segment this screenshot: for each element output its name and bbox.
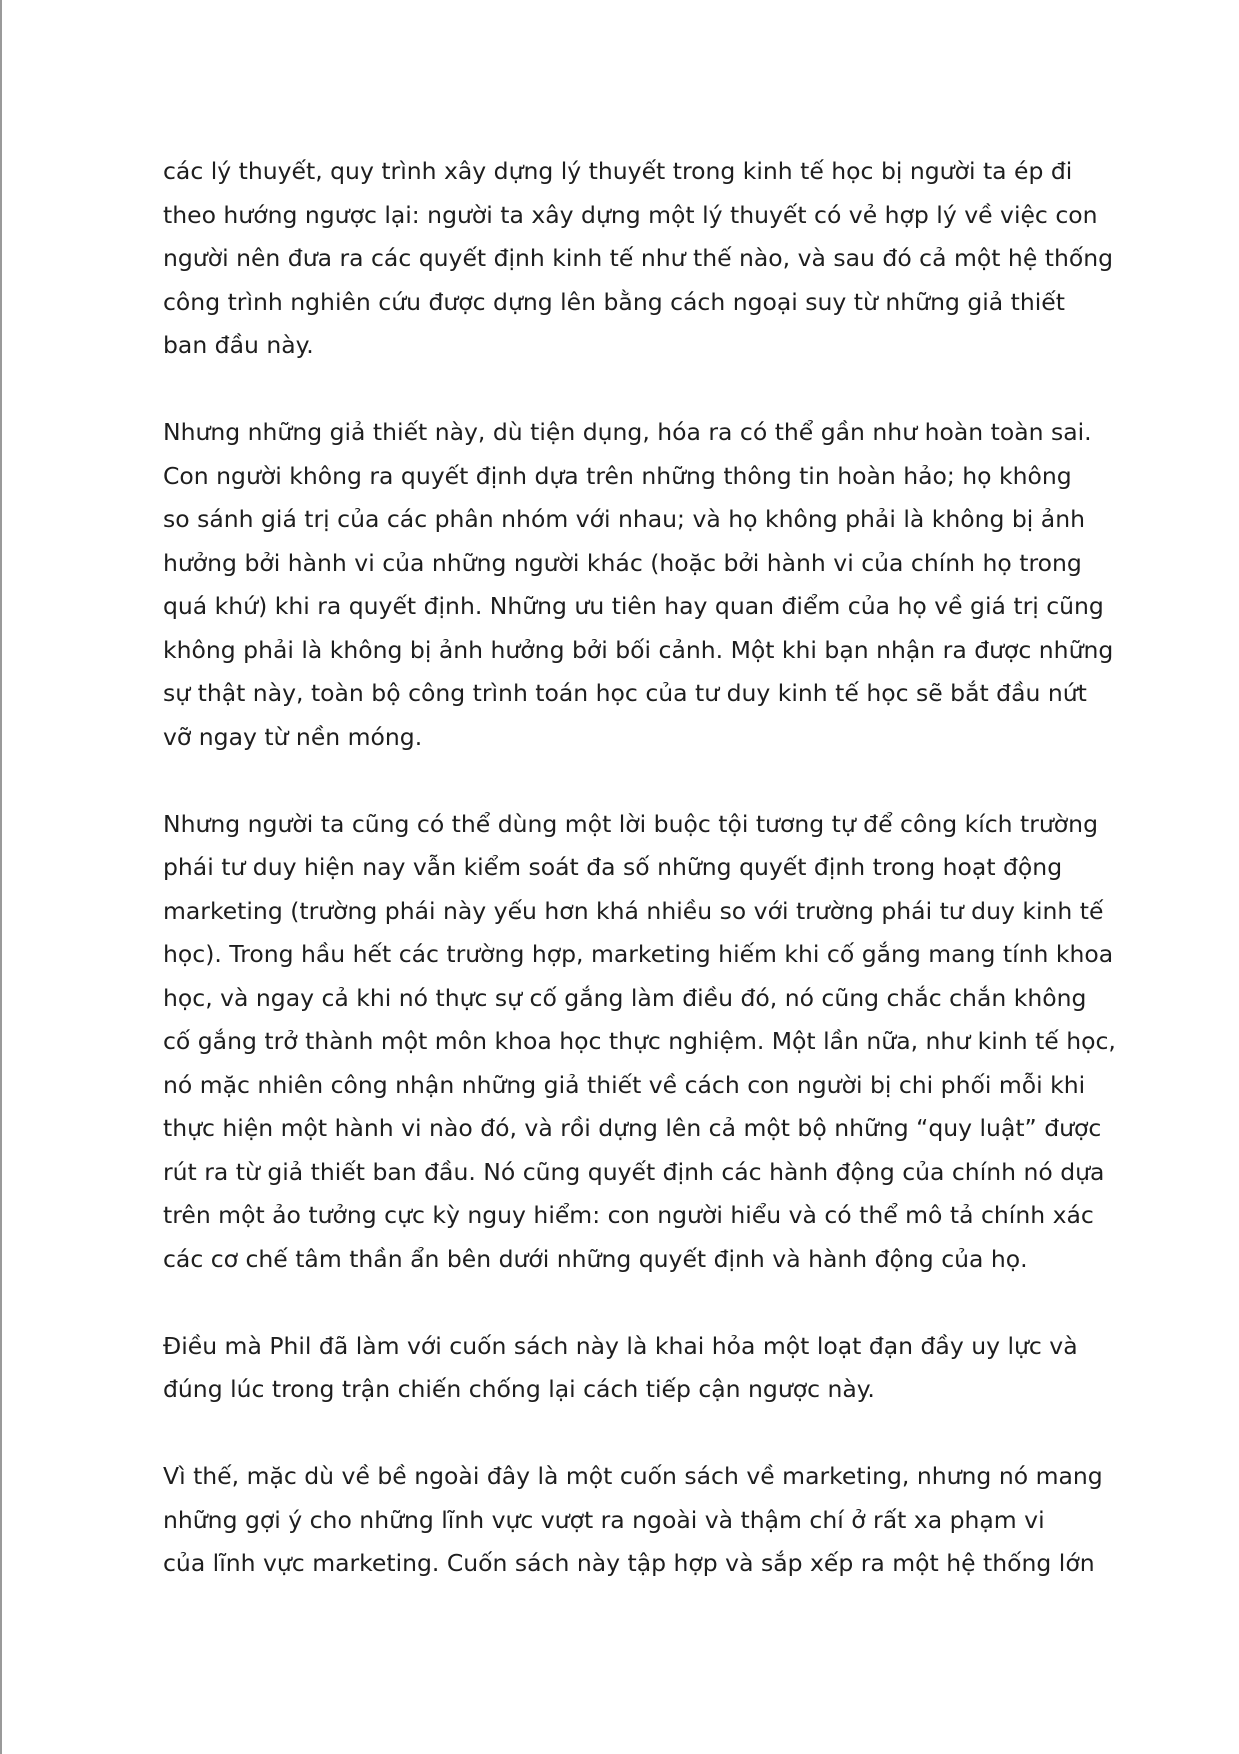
paragraph-1 xyxy=(163,150,1128,368)
text-line: marketing (trường phái này yếu hơn khá nhiều so với trường phái tư duy kinh tế xyxy=(163,896,1104,925)
text-line: Nhưng người ta cũng có thể dùng một lời buộc tội tương tự để công kích trường xyxy=(163,809,1098,838)
paragraph-5 xyxy=(163,1455,1128,1586)
text-line: theo hướng ngược lại: người ta xây dựng một lý thuyết có vẻ hợp lý về việc con xyxy=(163,200,1098,229)
text-line: quá khứ) khi ra quyết định. Những ưu tiên hay quan điểm của họ về giá trị cũng xyxy=(163,592,1104,620)
text-line: hưởng bởi hành vi của những người khác (hoặc bởi hành vi của chính họ trong xyxy=(163,548,1082,577)
page-edge-line xyxy=(0,0,2,1754)
text-line: rút ra từ giả thiết ban đầu. Nó cũng quyết định các hành động của chính nó dựa xyxy=(163,1157,1105,1186)
text-line: đúng lúc trong trận chiến chống lại cách tiếp cận ngược này. xyxy=(163,1375,875,1403)
text-line: công trình nghiên cứu được dựng lên bằng cách ngoại suy từ những giả thiết xyxy=(163,287,1065,316)
text-line: của lĩnh vực marketing. Cuốn sách này tập hợp và sắp xếp ra một hệ thống lớn xyxy=(163,1549,1095,1577)
text-line: không phải là không bị ảnh hưởng bởi bối cảnh. Một khi bạn nhận ra được những xyxy=(163,635,1114,664)
text-line: Con người không ra quyết định dựa trên những thông tin hoàn hảo; họ không xyxy=(163,461,1072,490)
paragraph-gap xyxy=(163,759,1128,803)
paragraph-4 xyxy=(163,1325,1128,1412)
text-line: cố gắng trở thành một môn khoa học thực nghiệm. Một lần nữa, như kinh tế học, xyxy=(163,1027,1116,1055)
text-line: vỡ ngay từ nền móng. xyxy=(163,722,423,751)
body-text xyxy=(163,150,1128,1586)
paragraph-2 xyxy=(163,411,1128,759)
text-line: thực hiện một hành vi nào đó, và rồi dựng lên cả một bộ những “quy luật” được xyxy=(163,1114,1102,1142)
text-line: ban đầu này. xyxy=(163,331,314,359)
paragraph-gap xyxy=(163,1281,1128,1325)
text-line: phái tư duy hiện nay vẫn kiểm soát đa số những quyết định trong hoạt động xyxy=(163,853,1063,881)
paragraph-gap xyxy=(163,1412,1128,1456)
text-line: Vì thế, mặc dù về bề ngoài đây là một cuốn sách về marketing, nhưng nó mang xyxy=(163,1462,1103,1490)
text-line: các cơ chế tâm thần ẩn bên dưới những quyết định và hành động của họ. xyxy=(163,1244,1028,1273)
text-line: sự thật này, toàn bộ công trình toán học của tư duy kinh tế học sẽ bắt đầu nứt xyxy=(163,679,1087,707)
text-line: nó mặc nhiên công nhận những giả thiết về cách con người bị chi phối mỗi khi xyxy=(163,1070,1086,1099)
paragraph-gap xyxy=(163,368,1128,412)
text-line: các lý thuyết, quy trình xây dựng lý thuyết trong kinh tế học bị người ta ép đi xyxy=(163,157,1073,185)
text-line: trên một ảo tưởng cực kỳ nguy hiểm: con người hiểu và có thể mô tả chính xác xyxy=(163,1201,1094,1229)
text-line: học, và ngay cả khi nó thực sự cố gắng làm điều đó, nó cũng chắc chắn không xyxy=(163,983,1087,1012)
text-line: Điều mà Phil đã làm với cuốn sách này là khai hỏa một loạt đạn đầy uy lực và xyxy=(163,1331,1078,1360)
text-line: Nhưng những giả thiết này, dù tiện dụng, hóa ra có thể gần như hoàn toàn sai. xyxy=(163,418,1092,446)
text-line: những gợi ý cho những lĩnh vực vượt ra ngoài và thậm chí ở rất xa phạm vi xyxy=(163,1505,1045,1534)
paragraph-3 xyxy=(163,803,1128,1282)
text-line: người nên đưa ra các quyết định kinh tế như thế nào, và sau đó cả một hệ thống xyxy=(163,244,1114,272)
text-line: so sánh giá trị của các phân nhóm với nhau; và họ không phải là không bị ảnh xyxy=(163,505,1085,533)
text-line: học). Trong hầu hết các trường hợp, marketing hiếm khi cố gắng mang tính khoa xyxy=(163,940,1114,968)
